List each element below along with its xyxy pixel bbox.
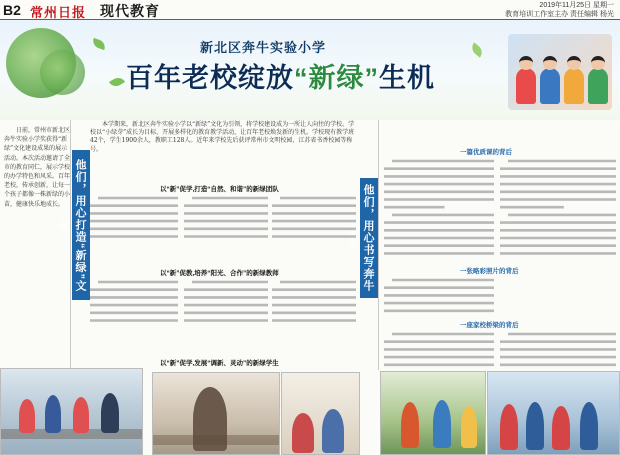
student-figure [588,68,608,104]
vertical-headline-left: 他们，用心打造“新绿”文化 [72,150,90,300]
editor-text: 教育培训工作室主办 责任编辑 杨光 [505,11,614,18]
section-heading-2: 以“新”促教,培养“阳光、合作”的新绿教师 [160,270,279,277]
masthead [0,0,620,20]
student-figure [516,68,536,104]
classroom-photo [0,368,143,455]
section-title: 现代教育 [100,3,160,19]
date-text: 2019年11月25日 星期一 [539,2,614,9]
hero-subtitle: 新北区奔牛实验小学 [200,40,327,55]
hero-title-highlight: “新绿” [294,63,379,93]
page-code: B2 [3,2,21,18]
section-heading-1: 以“新”促学,打造“自然、和谐”的新绿团队 [160,186,279,193]
body-column [184,278,268,324]
outdoor-photo [380,371,486,455]
body-column [500,157,616,257]
paper-name: 常州日报 [30,5,87,20]
student-figure [540,68,560,104]
body-column [384,276,494,316]
hero-title-before: 百年老校绽放 [126,63,294,93]
section-heading-3: 以“新”促学,发展“调新、灵动”的新绿学生 [160,360,279,367]
students-photo [508,34,612,110]
tree-illustration [40,50,85,95]
column-rule [70,120,71,370]
hero-banner [0,20,620,120]
body-column [500,330,616,366]
body-column [384,157,494,257]
right-heading-2: 一张略彩照片的背后 [460,268,519,275]
body-column [384,330,494,366]
body-column [90,278,178,324]
leaf-decoration [469,42,485,57]
hero-title [126,56,435,95]
dateline [505,1,614,19]
right-heading-1: 一篇优质课的背后 [460,149,512,156]
body-column [272,278,356,324]
student-activity-photo [281,372,360,455]
leaf-decoration [91,38,107,50]
body-column [90,194,178,240]
hero-title-after: 生机 [379,63,435,93]
left-editorial: 日前，常州市新北区奔牛实验小学奖获得“新绿”文化建设成果的展示活动。本次活动邀请了全市的教育同仁，展示学校的办学特色和风采。百年老校，传承创新，让每一个孩子都像一株新绿的小苗，健康快乐地成长。 [4,127,71,208]
body-column [272,194,356,240]
student-figure [564,68,584,104]
group-photo [487,371,620,455]
vertical-headline-right: 他们，用心书写奔牛实小 [360,178,378,298]
column-rule [378,120,379,370]
leaf-decoration [109,75,125,89]
right-heading-3: 一座家校桥梁的背后 [460,322,519,329]
body-column [184,194,268,240]
teacher-photo [152,372,280,455]
intro-paragraph: 本学期来，新北区奔牛实验小学以“新绿”文化为引领，将学校建设成为一所让人向往的学校。学校以“小绿芽”成长为目标，开展多样化的教育教学活动，让百年老校焕发新的生机。学校现有教学班42个，学生1900余人，教职工128人。近年来学校先后获评常州市文明校园、江苏省书香校园等称号。 [90,121,355,153]
